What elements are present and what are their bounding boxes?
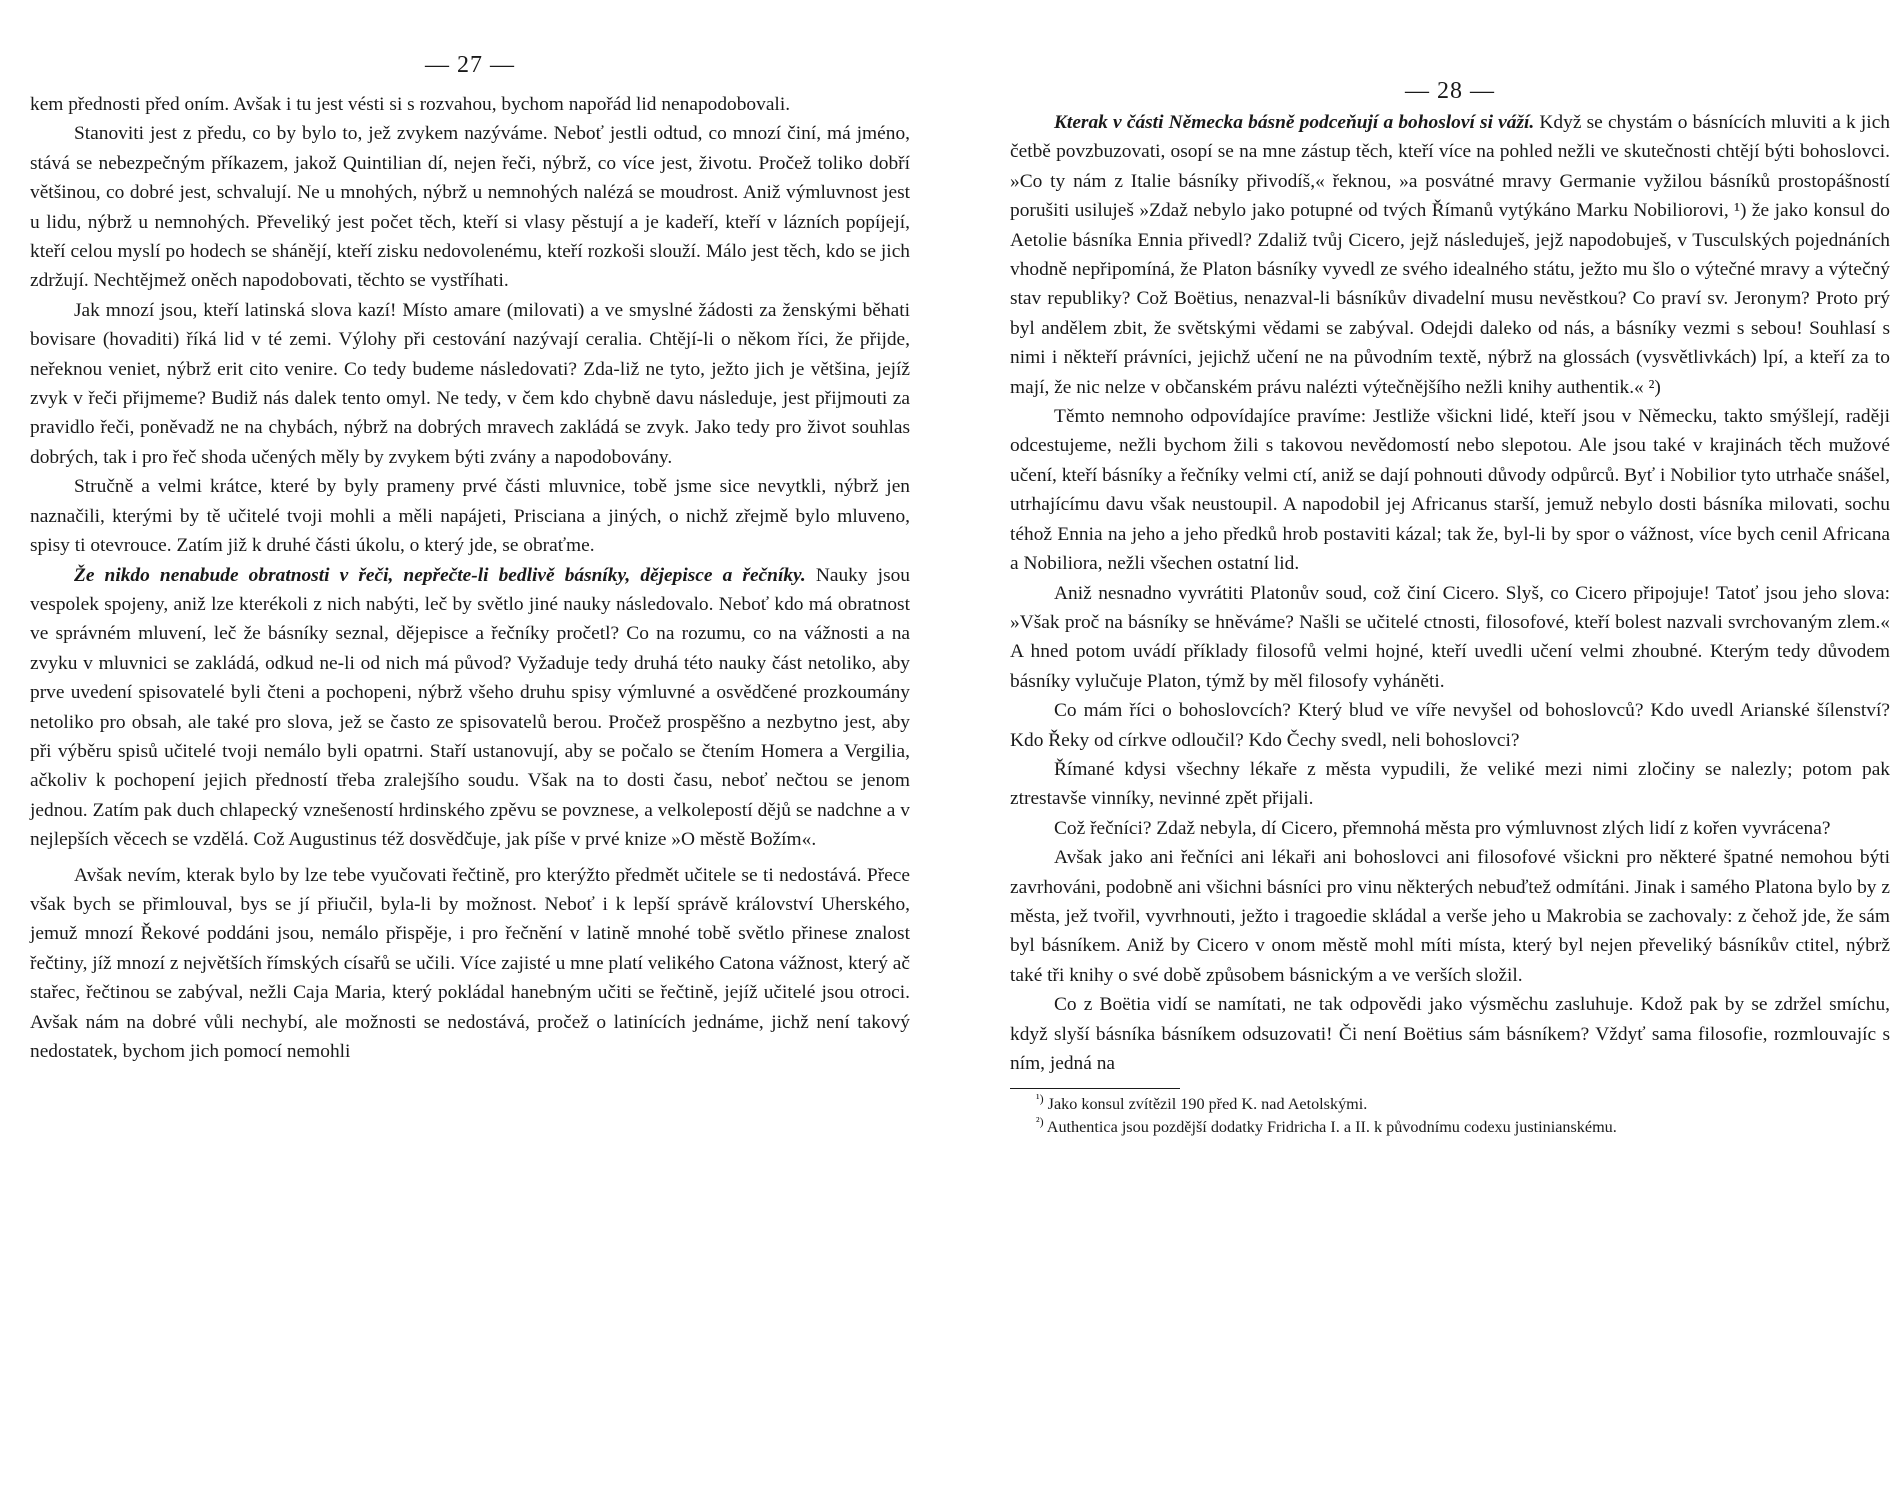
paragraph: kem přednosti před oním. Avšak i tu jest vésti si s rozvahou, bychom napořád lid nenapodobovali.: [30, 94, 791, 115]
footnote-text: Jako konsul zvítězil 190 před K. nad Aetolskými.: [1047, 1095, 1368, 1114]
footnotes: [1010, 1093, 1890, 1139]
right-body-text: [1010, 108, 1890, 1078]
paragraph: Avšak nevím, kterak bylo by lze tebe vyučovati řečtině, pro kterýžto předmět učitele se ti nedostává. Přece však bych se přimlouval, bys se jí přiučil, byla-li by možnost. Neboť i k lepší správě království Uherského, jemuž mnozí Řekové poddáni jsou, nemálo přispěje, i pro řečnění v latině mnohé tobě světlo přinese znalost řečtiny, jíž mnozí z největších římských císařů se učili. Více zajisté u mne platí velikého Catona vážnost, který ač stařec, řečtinou se zabýval, nežli Caja Maria, který pokládal hanebným učiti se řečtině, jejíž učitelé jsou otroci. Avšak nám na dobré vůli nechybí, ale možnosti se nedostává, pročež o latinících jednáme, jichž není takový nedostatek, bychom jich pomocí nemohli: [30, 864, 910, 1062]
footnote-rule: [1010, 1088, 1180, 1089]
paragraph: Jak mnozí jsou, kteří latinská slova kazí! Místo amare (milovati) a ve smyslné žádosti za ženskými běhati bovisare (hovaditi) říká lid v té zemi. Výlohy při cestování nazývají ceralia. Chtějí-li o někom říci, že přijde, neřeknou veniet, nýbrž erit cito venire. Co tedy budeme následovati? Zda-liž ne tyto, ježto jich je většina, jejíž zvyk v řeči přijmeme? Budiž nás dalek tento omyl. Ne tedy, v čem kdo chybně davu následuje, jest přijmouti za pravidlo řeči, poněvadž ne na chybách, nýbrž na dobrých mravech zakládá se zvyk. Jako tedy pro život souhlas dobrých, tak i pro řeč shoda učených měly by zvykem býti zvány a napodobovány.: [30, 299, 910, 468]
paragraph: Těmto nemnoho odpovídajíce pravíme: Jestliže všickni lidé, kteří jsou v Německu, takto smýšlejí, raději odcestujeme, nežli bychom žili s takovou nevědomostí nebo slepotou. Ale jsou také v krajinách těch mužové učení, kteří básníky a řečníky velmi ctí, aniž se dají pohnouti důvody odpůrců. Byť i Nobilior tyto utrhače snášel, utrhajícímu davu však neustoupil. A napodobil jej Africanus starší, jemuž nebylo dosti básníka milovati, sochu téhož Ennia na jeho a jeho předků hrob postaviti kázal; tak že, byl-li by spor o vážnost, více bych cenil Africana a Nobiliora, nežli všechen ostatní lid.: [1010, 406, 1890, 575]
footnote-mark: ¹): [1036, 1092, 1044, 1107]
page-number: — 27 —: [425, 52, 515, 78]
paragraph: [1010, 108, 1890, 402]
footnote: [1010, 1093, 1890, 1116]
paragraph-text: Když se chystám o básnících mluviti a k jich četbě povzbuzovati, osopí se na mne zástup těch, kteří více na pohled nežli ve skutečnosti chtějí býti bohoslovci. »Co ty nám z Italie básníky přivodíš,« řeknou, »a posvátné mravy Germanie vyžilou básníků prostopášností porušiti usiluješ »Zdaž nebylo jako potupné od tvých Římanů vytýkáno Marku Nobiliorovi, ¹) že jako konsul do Aetolie básníka Ennia přivedl? Zdaliž tvůj Cicero, jejž následuješ, jejž napodobuješ, v Tusculských pojednáních vhodně nepřipomíná, že Platon básníky vyvedl ze svého idealného státu, ježto mu šlo o výtečné mravy a výtečný stav republiky? Což Boëtius, nenazval-li básníkův divadelní musu nevěstkou? Co praví sv. Jeronym? Proto prý byl andělem zbit, že světskými vědami se zabýval. Odejdi daleko od nás, a básníky vezmi s sebou! Souhlasí s nimi i někteří právníci, jejichž učení ne na původním textě, nýbrž na glossách (vysvětlivkách) lpí, a kteří za to mají, že nic nelze v občanském právu nalézti výtečnějšího nežli knihy authentik.« ²): [1010, 112, 1890, 398]
paragraph: Stanoviti jest z předu, co by bylo to, jež zvykem nazýváme. Neboť jestli odtud, co mnozí činí, má jméno, stává se nebezpečným příkazem, jakož Quintilian dí, nejen řeči, nýbrž, co více jest, životu. Pročež toliko dobří většinou, co dobré jest, schvalují. Ne u mnohých, nýbrž u nemnohých nalézá se moudrost. Aniž výmluvnost jest u lidu, nýbrž u nemnohých. Převeliký jest počet těch, kteří si vlasy pěstují a je kadeří, kteří v lázních popíjejí, kteří celou myslí po hodech se shánějí, kteří zisku nedovolenému, kteří rozkoši slouží. Málo jest těch, kdo se jich zdržují. Nechtějmež oněch napodobovati, těchto se vystříhati.: [30, 123, 910, 292]
paragraph: Co mám říci o bohoslovcích? Který blud ve víře nevyšel od bohoslovců? Kdo uvedl Arianské šílenství? Kdo Řeky od církve odloučil? Kdo Čechy svedl, neli bohoslovci?: [1010, 700, 1890, 751]
footnote: [1010, 1116, 1890, 1139]
paragraph: Co z Boëtia vidí se namítati, ne tak odpovědi jako výsměchu zasluhuje. Kdož pak by se zdržel smíchu, když slyší básníka básníkem odsuzovati! Či není Boëtius sám básníkem? Vždyť sama filosofie, rozmlouvajíc s ním, jedná na: [1010, 994, 1890, 1074]
paragraph: Římané kdysi všechny lékaře z města vypudili, že veliké mezi nimi zločiny se nalezly; potom pak ztrestavše vinníky, nevinné zpět přijali.: [1010, 758, 1890, 810]
paragraph: Aniž nesnadno vyvrátiti Platonův soud, což činí Cicero. Slyš, co Cicero připojuje! Tatoť jsou jeho slova: »Však proč na básníky se hněváme? Našli se učitelé ctnosti, filosofové, kteří bolest nazvali svrchovaným zlem.« A hned potom uvádí příklady filosofů velmi hojné, kteří uvedli učení velmi zhoubné. Kterým tedy důvodem básníky vylučuje Platon, týmž by měl filosofy vyháněti.: [1010, 582, 1890, 692]
left-page: [30, 0, 910, 1500]
section-heading: Kterak v části Německa básně podceňují a bohosloví si váží.: [1054, 112, 1535, 133]
footnote-text: Authentica jsou pozdější dodatky Fridricha I. a II. k původnímu codexu justinianskému.: [1046, 1118, 1617, 1137]
paragraph: Avšak jako ani řečníci ani lékaři ani bohoslovci ani filosofové všickni pro některé špatné nemohou býti zavrhováni, podobně ani všichni básníci pro vinu některých nebuďtež odmítáni. Jinak i samého Platona bylo by z města, jež tvořil, vyvrhnouti, ježto i tragoedie skládal a verše jeho u Makrobia se zachovaly: z čehož jde, že sám byl básníkem. Aniž by Cicero v onom městě mohl míti místa, který byl nejen převeliký básníkův ctitel, nýbrž také tři knihy o své době způsobem básnickým a ve verších složil.: [1010, 847, 1890, 986]
paragraph-text: Nauky jsou vespolek spojeny, aniž lze kterékoli z nich nabýti, leč by světlo jiné nauky následovalo. Neboť kdo má obratnost ve správném mluvení, leč že básníky seznal, dějepisce a řečníky pročetl? Co na rozumu, co na vážnosti a na zvyku v mluvnici se zakládá, odkud ne-li od nich má původ? Vyžaduje tedy druhá této nauky část netoliko, aby prve uvedení spisovatelé byli čteni a pochopeni, nýbrž všeho druhu spisy výmluvné a osvědčené prozkoumány netoliko pro obsah, ale také pro slova, jež se často ze spisovatelů berou. Pročež prospěšno a nezbytno jest, aby při výběru spisů učitelé tvoji nemálo byli opatrni. Staří ustanovují, aby se počalo se čtením Homera a Vergilia, ačkoliv k pochopení jejich předností třeba zralejšího soudu. Však na to dosti času, neboť nečtou se jenom jednou. Zatím pak duch chlapecký vznešeností hrdinského zpěvu se povznese, a velkolepostí dějů se nadchne a v nejlepších věcech se vzdělá. Což Augustinus též dosvědčuje, jak píše v prvé knize »O městě Božím«.: [30, 564, 911, 851]
left-body-text: [30, 90, 910, 1066]
paragraph: Stručně a velmi krátce, které by byly prameny prvé části mluvnice, tobě jsme sice nevytkli, nýbrž jen naznačili, kterými by tě učitelé tvoji mohli a měli napájeti, Prisciana a jiných, o nichž zřejmě bylo mluveno, spisy ti otevrouce. Zatím již k druhé části úkolu, o který jde, se obraťme.: [30, 476, 910, 557]
paragraph: Což řečníci? Zdaž nebyla, dí Cicero, přemnohá města pro výmluvnost zlých lidí z kořen vyvrácena?: [1054, 817, 1831, 839]
section-heading: Že nikdo nenabude obratnosti v řeči, nepřečte-li bedlivě básníky, dějepisce a řečníky.: [74, 564, 806, 586]
right-page: [1010, 0, 1890, 1500]
paragraph: [30, 561, 910, 855]
page-number: — 28 —: [1405, 78, 1495, 104]
footnote-mark: ²): [1036, 1115, 1044, 1130]
